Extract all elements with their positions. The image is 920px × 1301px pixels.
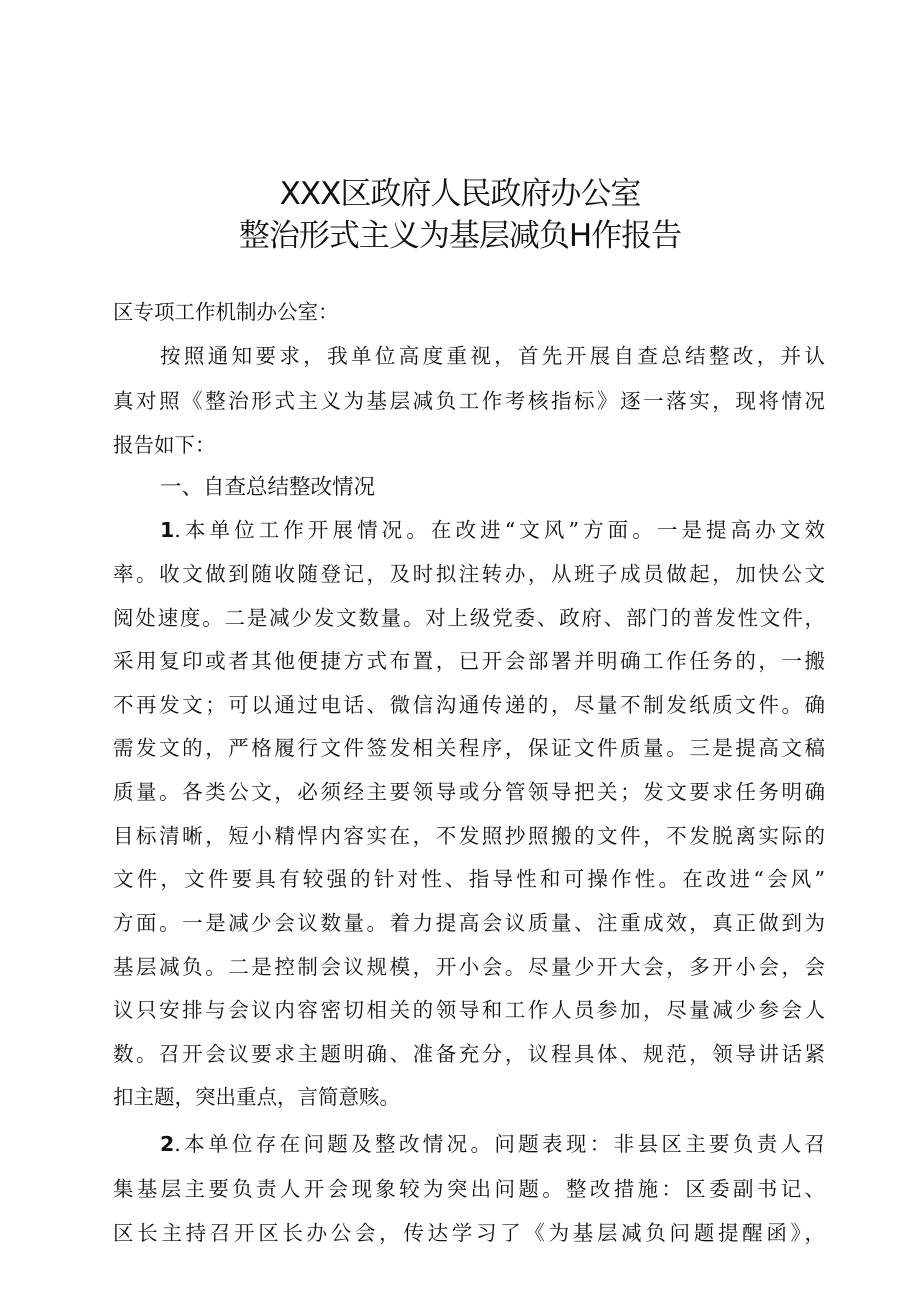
paragraph-line: 数。召开会议要求主题明确、准备充分，议程具体、规范，领导讲话紧 — [113, 1042, 825, 1066]
intro-line: 报告如下： — [113, 433, 216, 457]
intro-line: 按照通知要求，我单位高度重视，首先开展自查总结整改，并认 — [160, 344, 825, 368]
paragraph-line: 基层减负。二是控制会议规模，开小会。尽量少开大会，多开小会，会 — [113, 955, 825, 979]
item1-number: 1 — [160, 518, 175, 542]
item1-text: .本单位工作开展情况。在改进“文风”方面。一是提高办文效 — [174, 518, 825, 542]
intro-line: 真对照《整治形式主义为基层减负工作考核指标》逐一落实，现将情况 — [113, 389, 825, 413]
paragraph-line: 集基层主要负责人开会现象较为突出问题。整改措施：区委副书记、 — [113, 1177, 825, 1201]
salutation: 区专项工作机制办公室： — [113, 300, 339, 324]
section-heading: 一、自查总结整改情况 — [160, 475, 376, 500]
item2-text: .本单位存在问题及整改情况。问题表现：非县区主要负责人召 — [174, 1132, 825, 1156]
document-title-line1: XXX区政府人民政府办公室 — [279, 176, 641, 212]
paragraph-line: 区长主持召开区长办公会，传达学习了《为基层减负问题提醒函》， — [113, 1221, 825, 1245]
paragraph-line: 需发文的，严格履行文件签发相关程序，保证文件质量。三是提高文稿 — [113, 736, 825, 760]
paragraph-line: 方面。一是减少会议数量。着力提高会议质量、注重成效，真正做到为 — [113, 911, 825, 935]
paragraph-line: 目标清晰，短小精悍内容实在，不发照抄照搬的文件，不发脱离实际的 — [113, 824, 825, 848]
paragraph-line: 扣主题，突出重点，言简意赅。 — [113, 1085, 400, 1109]
paragraph-line: 文件，文件要具有较强的针对性、指导性和可操作性。在改进“会风” — [113, 867, 825, 891]
paragraph-line: 采用复印或者其他便捷方式布置，已开会部署并明确工作任务的，一搬 — [113, 649, 825, 673]
paragraph-line: 不再发文；可以通过电话、微信沟通传递的，尽量不制发纸质文件。确 — [113, 693, 825, 717]
paragraph-line: 率。收文做到随收随登记，及时拟注转办，从班子成员做起，加快公文 — [113, 562, 825, 586]
paragraph-line: 议只安排与会议内容密切相关的领导和工作人员参加，尽量减少参会人 — [113, 998, 825, 1022]
item1-first-line — [160, 516, 825, 544]
document-title-line2: 整治形式主义为基层减负H作报告 — [238, 218, 682, 254]
item2-number: 2 — [160, 1132, 175, 1156]
paragraph-line: 阅处速度。二是减少发文数量。对上级党委、政府、部门的普发性文件， — [113, 606, 825, 630]
paragraph-line: 质量。各类公文，必须经主要领导或分管领导把关；发文要求任务明确 — [113, 780, 825, 804]
item2-first-line — [160, 1130, 825, 1158]
